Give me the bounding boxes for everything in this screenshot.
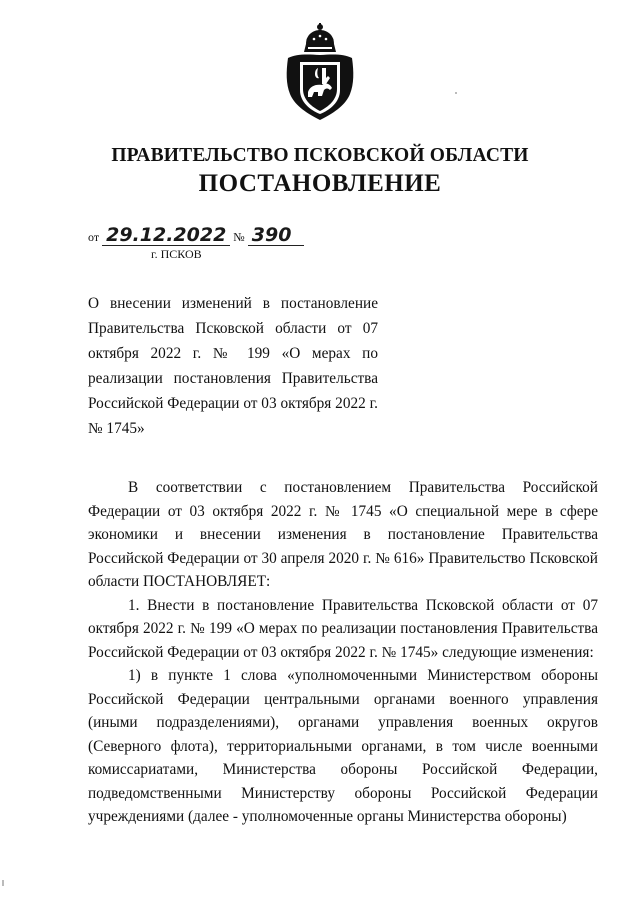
handwritten-number: 390 (248, 225, 304, 246)
date-number-line (88, 225, 304, 246)
city-label: г. ПСКОВ (151, 247, 202, 261)
scan-speck (2, 880, 4, 886)
number-label: № (233, 230, 245, 244)
document-subject: О внесении изменений в постановление Правительства Псковской области от 07 октября 2022 г. № 199 «О мерах по реализации постановления Правительства Российской Федерации от 03 октября 2022 г. № 1745» (88, 295, 378, 437)
document-body (88, 476, 598, 829)
paragraph-preamble: В соответствии с постановлением Правительства Российской Федерации от 03 октября 2022 г. № 1745 «О специальной мере в сфере экономики и внесении изменения в постановление Правительства Российской Федерации от 30 апреля 2020 г. № 616» Правительство Псковской области ПОСТАНОВЛЯЕТ: (88, 479, 598, 590)
coat-of-arms-emblem (282, 22, 358, 122)
date-label: от (88, 230, 100, 244)
paragraph-subitem-1: 1) в пункте 1 слова «уполномоченными Министерством обороны Российской Федерации центральными органами военного управления (иными подразделениями), органами управления военных округов (Северного флота), территориальными органами, в том числе военными комиссариатами, Министерства обороны Российской Федерации, подведомственными Министерству обороны Российской Федерации учреждениями (далее - уполномоченные органы Министерства обороны) (88, 667, 598, 825)
government-title: ПРАВИТЕЛЬСТВО ПСКОВСКОЙ ОБЛАСТИ (111, 145, 529, 166)
scan-speck (455, 92, 457, 94)
document-type-title: ПОСТАНОВЛЕНИЕ (198, 170, 442, 197)
handwritten-date: 29.12.2022 (102, 225, 230, 246)
paragraph-item-1: 1. Внести в постановление Правительства Псковской области от 07 октября 2022 г. № 199 «О мерах по реализации постановления Правительства Российской Федерации от 03 октября 2022 г. № 1745» следующие изменения: (88, 596, 598, 661)
